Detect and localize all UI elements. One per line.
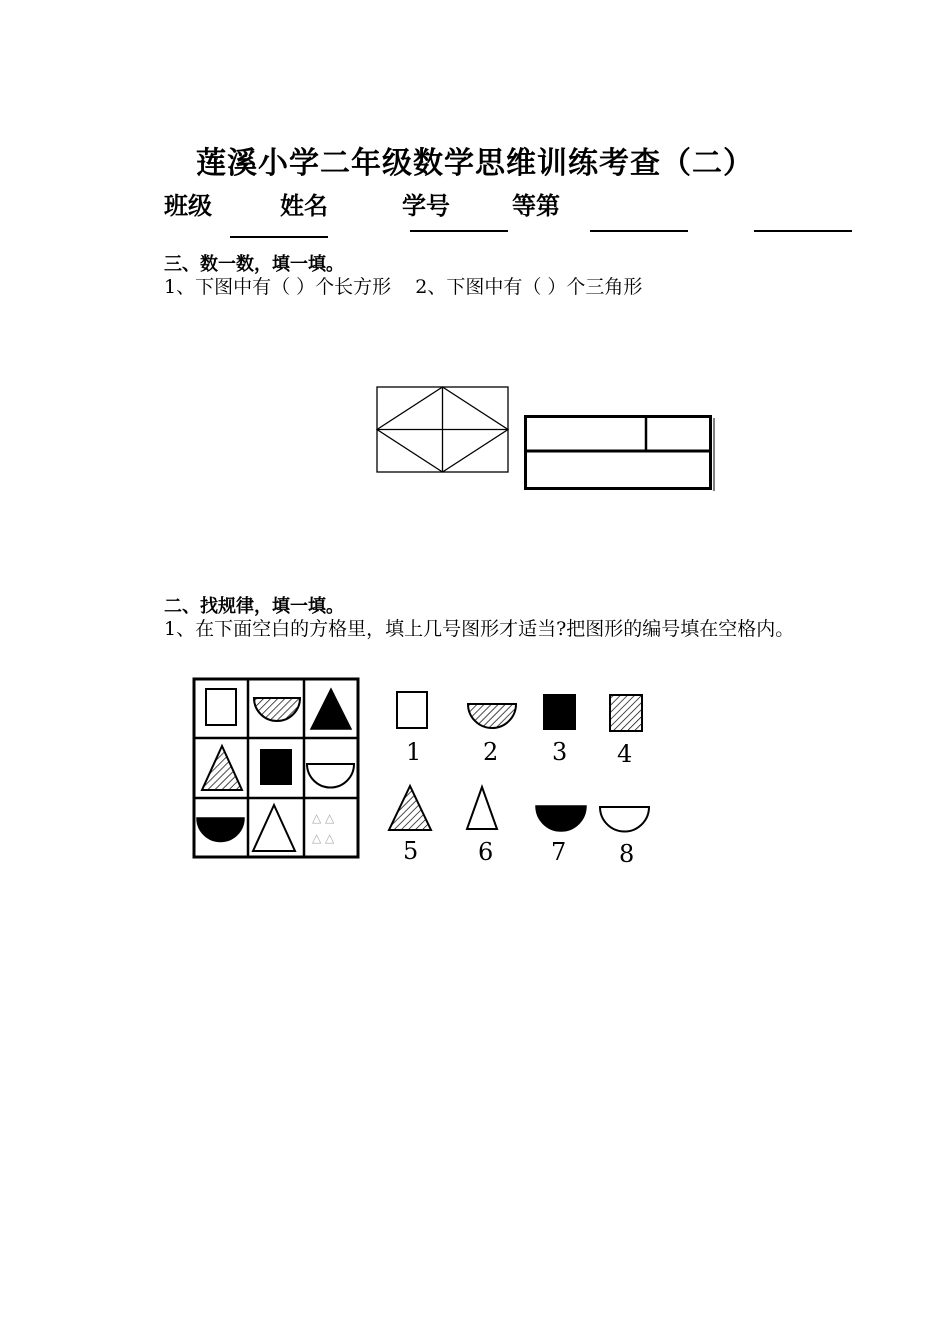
option-number-8: 8 (619, 840, 635, 868)
grid-filled-square-icon (260, 749, 292, 785)
option-filled-half-circle-icon (536, 806, 586, 831)
option-number-2: 2 (483, 738, 499, 766)
page-title: 莲溪小学二年级数学思维训练考查（二） (196, 146, 754, 181)
svg-text:△ △: △ △ (312, 811, 335, 825)
pattern-question: 1、在下面空白的方格里，填上几号图形才适当?把图形的编号填在空格内。 (164, 618, 795, 640)
option-number-5: 5 (403, 837, 419, 865)
grid-hatched-half-circle-icon (254, 698, 300, 721)
option-number-3: 3 (552, 738, 568, 766)
grid-outline-square-icon (206, 689, 236, 725)
section-pattern-heading: 二、找规律，填一填。 (164, 596, 344, 617)
option-outline-square-icon (397, 692, 427, 728)
section-count-heading: 三、数一数，填一填。 (164, 254, 344, 275)
grid-filled-triangle-icon (311, 689, 351, 729)
name-label: 姓名 (280, 192, 328, 220)
option-outline-half-circle-icon (600, 807, 649, 831)
option-outline-triangle-icon (467, 787, 497, 829)
rectangle-count-question: 1、下图中有（ ）个长方形 (164, 276, 392, 298)
option-number-1: 1 (406, 738, 422, 766)
option-filled-square-icon (543, 694, 576, 730)
grid-outline-half-circle-icon (307, 764, 354, 787)
grid-filled-half-circle-icon (197, 818, 244, 842)
blank-answer-cell[interactable] (312, 811, 335, 845)
svg-text:△ △: △ △ (312, 831, 335, 845)
option-number-6: 6 (478, 838, 494, 866)
triangle-count-question: 2、下图中有（ ）个三角形 (415, 276, 643, 298)
option-hatched-triangle-icon (389, 786, 431, 830)
grid-hatched-triangle-icon (202, 746, 242, 790)
option-hatched-half-circle-icon (468, 704, 516, 728)
option-number-4: 4 (617, 740, 633, 768)
grid-outline-triangle-icon (253, 805, 295, 851)
class-label: 班级 (164, 192, 212, 220)
option-number-7: 7 (551, 838, 567, 866)
option-hatched-square-icon (610, 695, 642, 731)
grade-label: 等第 (512, 192, 560, 220)
student-number-label: 学号 (402, 192, 450, 220)
